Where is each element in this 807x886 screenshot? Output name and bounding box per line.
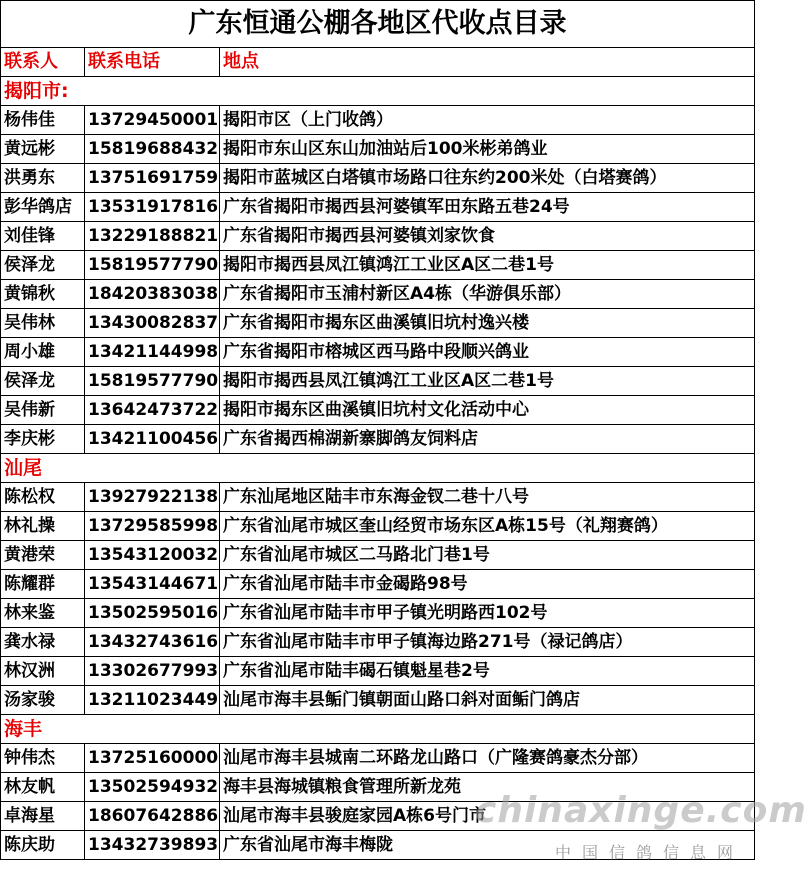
contact-name: 李庆彬 [1, 425, 85, 454]
table-row [1, 628, 755, 657]
contact-name: 吴伟林 [1, 309, 85, 338]
contact-phone: 13729585998 [85, 512, 220, 541]
contact-address: 广东省揭阳市揭西县河婆镇军田东路五巷24号 [220, 193, 755, 222]
watermark-text-en: chinaxinge.com [475, 790, 807, 831]
table-row [1, 280, 755, 309]
contact-name: 林来鉴 [1, 599, 85, 628]
contact-address: 揭阳市东山区东山加油站后100米彬弟鸽业 [220, 135, 755, 164]
contact-name: 杨伟佳 [1, 106, 85, 135]
contact-name: 钟伟杰 [1, 744, 85, 773]
table-row [1, 222, 755, 251]
contact-name: 黄远彬 [1, 135, 85, 164]
title-row [1, 1, 755, 48]
contact-name: 陈耀群 [1, 570, 85, 599]
table-row [1, 831, 755, 860]
contact-phone: 13211023449 [85, 686, 220, 715]
contact-address: 广东省汕尾市海丰梅陇 [220, 831, 755, 860]
contact-phone: 13642473722 [85, 396, 220, 425]
contact-phone: 13421144998 [85, 338, 220, 367]
contact-name: 林汉洲 [1, 657, 85, 686]
contact-name: 黄港荣 [1, 541, 85, 570]
contact-phone: 13421100456 [85, 425, 220, 454]
contact-address: 汕尾市海丰县鲘门镇朝面山路口斜对面鲘门鸽店 [220, 686, 755, 715]
contact-phone: 13502594932 [85, 773, 220, 802]
contact-phone: 13229188821 [85, 222, 220, 251]
section-label: 揭阳市: [1, 77, 755, 106]
contact-address: 广东省揭阳市玉浦村新区A4栋（华游俱乐部） [220, 280, 755, 309]
contact-address: 广东省揭阳市榕城区西马路中段顺兴鸽业 [220, 338, 755, 367]
table-row [1, 425, 755, 454]
contact-phone: 18420383038 [85, 280, 220, 309]
contact-address: 海丰县海城镇粮食管理所新龙苑 [220, 773, 755, 802]
table-row [1, 744, 755, 773]
table-row [1, 599, 755, 628]
contact-address: 揭阳市揭西县凤江镇鸿江工业区A区二巷1号 [220, 367, 755, 396]
contact-address: 揭阳市蓝城区白塔镇市场路口往东约200米处（白塔赛鸽） [220, 164, 755, 193]
contact-name: 陈松权 [1, 483, 85, 512]
contact-phone: 13502595016 [85, 599, 220, 628]
contact-phone: 13543120032 [85, 541, 220, 570]
header-phone: 联系电话 [85, 48, 220, 77]
table-row [1, 251, 755, 280]
contact-phone: 15819577790 [85, 251, 220, 280]
contact-phone: 13927922138 [85, 483, 220, 512]
contact-address: 广东省揭阳市揭东区曲溪镇旧坑村逸兴楼 [220, 309, 755, 338]
section-row [1, 454, 755, 483]
table-row [1, 483, 755, 512]
contact-name: 林友帆 [1, 773, 85, 802]
contact-phone: 13729450001 [85, 106, 220, 135]
contact-address: 广东省汕尾市陆丰市甲子镇海边路271号（禄记鸽店） [220, 628, 755, 657]
contact-address: 汕尾市海丰县城南二环路龙山路口（广隆赛鸽豪杰分部） [220, 744, 755, 773]
table-row [1, 338, 755, 367]
table-row [1, 106, 755, 135]
table-row [1, 367, 755, 396]
contact-phone: 13432739893 [85, 831, 220, 860]
contact-name: 侯泽龙 [1, 367, 85, 396]
contact-phone: 13531917816 [85, 193, 220, 222]
contact-name: 彭华鸽店 [1, 193, 85, 222]
table-row [1, 512, 755, 541]
table-row [1, 135, 755, 164]
page-title: 广东恒通公棚各地区代收点目录 [1, 1, 755, 48]
contact-address: 广东省汕尾市城区二马路北门巷1号 [220, 541, 755, 570]
contact-phone: 13543144671 [85, 570, 220, 599]
table-row [1, 773, 755, 802]
contact-name: 龚水禄 [1, 628, 85, 657]
contact-name: 周小雄 [1, 338, 85, 367]
contact-phone: 15819577790 [85, 367, 220, 396]
contact-name: 吴伟新 [1, 396, 85, 425]
section-row [1, 715, 755, 744]
contact-phone: 13432743616 [85, 628, 220, 657]
contact-address: 汕尾市海丰县骏庭家园A栋6号门市 [220, 802, 755, 831]
contact-address: 广东省揭西棉湖新寨脚鸽友饲料店 [220, 425, 755, 454]
contact-name: 洪勇东 [1, 164, 85, 193]
header-name: 联系人 [1, 48, 85, 77]
header-row [1, 48, 755, 77]
contact-name: 刘佳锋 [1, 222, 85, 251]
contact-name: 陈庆助 [1, 831, 85, 860]
watermark-text-cn: 中国信鸽信息网 [555, 843, 745, 862]
contact-address: 广东省揭阳市揭西县河婆镇刘家饮食 [220, 222, 755, 251]
contact-address: 广东省汕尾市陆丰碣石镇魁星巷2号 [220, 657, 755, 686]
table-row [1, 309, 755, 338]
contact-address: 揭阳市揭西县凤江镇鸿江工业区A区二巷1号 [220, 251, 755, 280]
contact-name: 汤家骏 [1, 686, 85, 715]
contact-phone: 18607642886 [85, 802, 220, 831]
table-row [1, 657, 755, 686]
contact-phone: 13430082837 [85, 309, 220, 338]
contact-address: 广东省汕尾市陆丰市金碣路98号 [220, 570, 755, 599]
table-row [1, 164, 755, 193]
contact-phone: 15819688432 [85, 135, 220, 164]
section-label: 海丰 [1, 715, 755, 744]
section-row [1, 77, 755, 106]
contact-address: 揭阳市区（上门收鸽） [220, 106, 755, 135]
contact-phone: 13302677993 [85, 657, 220, 686]
table-row [1, 802, 755, 831]
header-address: 地点 [220, 48, 755, 77]
section-label: 汕尾 [1, 454, 755, 483]
contact-address: 揭阳市揭东区曲溪镇旧坑村文化活动中心 [220, 396, 755, 425]
table-row [1, 541, 755, 570]
table-row [1, 396, 755, 425]
contact-phone: 13751691759 [85, 164, 220, 193]
contact-address: 广东省汕尾市城区奎山经贸市场东区A栋15号（礼翔赛鸽） [220, 512, 755, 541]
table-row [1, 570, 755, 599]
contact-name: 黄锦秋 [1, 280, 85, 309]
table-row [1, 193, 755, 222]
contact-name: 卓海星 [1, 802, 85, 831]
contact-name: 侯泽龙 [1, 251, 85, 280]
contact-address: 广东省汕尾市陆丰市甲子镇光明路西102号 [220, 599, 755, 628]
contact-address: 广东汕尾地区陆丰市东海金钗二巷十八号 [220, 483, 755, 512]
contact-name: 林礼操 [1, 512, 85, 541]
table-row [1, 686, 755, 715]
contact-phone: 13725160000 [85, 744, 220, 773]
